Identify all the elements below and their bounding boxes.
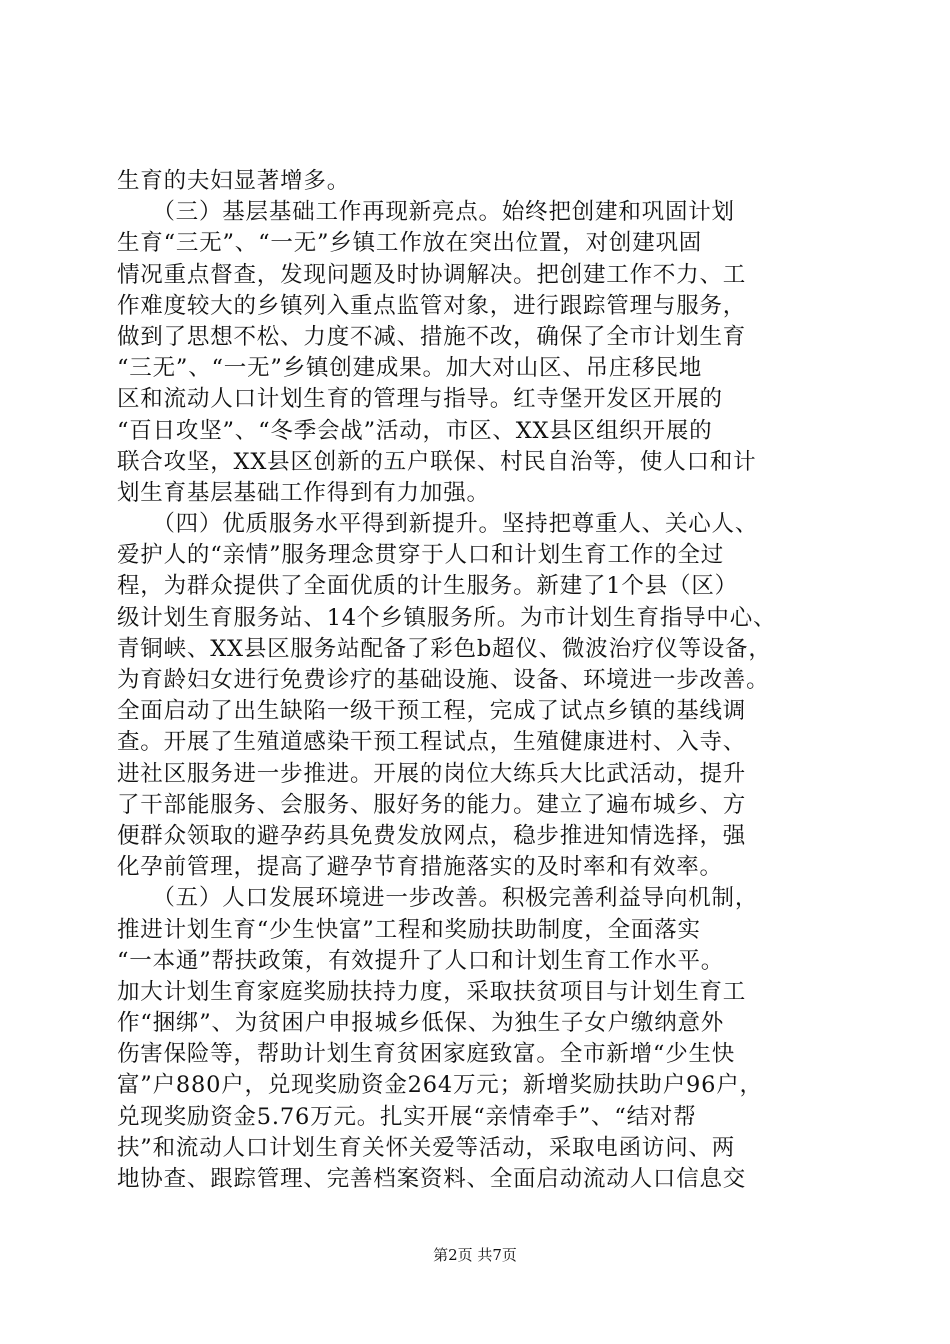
text-line: 生育“三无”、“一无”乡镇工作放在突出位置，对创建巩固 — [117, 230, 703, 257]
text-line: 化孕前管理，提高了避孕节育措施落实的及时率和有效率。 — [117, 854, 723, 881]
text-line: 青铜峡、XX县区服务站配备了彩色b超仪、微波治疗仪等设备， — [117, 635, 772, 662]
text-line: 进社区服务进一步推进。开展的岗位大练兵大比武活动，提升 — [117, 760, 747, 787]
text-line: 划生育基层基础工作得到有力加强。 — [117, 479, 490, 506]
text-line: 了干部能服务、会服务、服好务的能力。建立了遍布城乡、方 — [117, 791, 747, 818]
text-line: 伤害保险等，帮助计划生育贫困家庭致富。全市新增“少生快 — [117, 1041, 736, 1068]
text-line: 推进计划生育“少生快富”工程和奖励扶助制度，全面落实 — [117, 916, 701, 943]
text-line: （四）优质服务水平得到新提升。坚持把尊重人、关心人、 — [117, 511, 759, 538]
text-line: 做到了思想不松、力度不减、措施不改，确保了全市计划生育 — [117, 323, 747, 350]
text-line: 作难度较大的乡镇列入重点监管对象，进行跟踪管理与服务， — [117, 292, 747, 319]
text-line: 兑现奖励资金5.76万元。扎实开展“亲情牵手”、“结对帮 — [117, 1103, 697, 1130]
text-line: 全面启动了出生缺陷一级干预工程，完成了试点乡镇的基线调 — [117, 698, 747, 725]
text-line: 区和流动人口计划生育的管理与指导。红寺堡开发区开展的 — [117, 386, 723, 413]
text-line: 便群众领取的避孕药具免费发放网点，稳步推进知情选择，强 — [117, 822, 747, 849]
text-line: 生育的夫妇显著增多。 — [117, 168, 351, 194]
body-text — [117, 166, 837, 1195]
text-line: “三无”、“一无”乡镇创建成果。加大对山区、吊庄移民地 — [117, 355, 703, 382]
text-line: 扶”和流动人口计划生育关怀关爱等活动，采取电函访问、两 — [117, 1134, 736, 1161]
text-line: （三）基层基础工作再现新亮点。始终把创建和巩固计划 — [117, 199, 735, 226]
text-line: 程，为群众提供了全面优质的计生服务。新建了1个县（区） — [117, 573, 738, 600]
text-line: 情况重点督查，发现问题及时协调解决。把创建工作不力、工 — [117, 261, 747, 288]
text-line: 富”户880户，兑现奖励资金264万元；新增奖励扶助户96户， — [117, 1072, 763, 1099]
page-footer: 第2页 共7页 — [433, 1246, 517, 1264]
text-line: 地协查、跟踪管理、完善档案资料、全面启动流动人口信息交 — [117, 1166, 747, 1192]
text-line: 联合攻坚，XX县区创新的五户联保、村民自治等，使人口和计 — [117, 448, 757, 475]
text-line: （五）人口发展环境进一步改善。积极完善利益导向机制， — [117, 885, 759, 912]
text-line: 查。开展了生殖道感染干预工程试点，生殖健康进村、入寺、 — [117, 729, 747, 756]
text-line: “一本通”帮扶政策，有效提升了人口和计划生育工作水平。 — [117, 947, 725, 974]
text-line: 级计划生育服务站、14个乡镇服务所。为市计划生育指导中心、 — [117, 604, 777, 631]
text-line: 加大计划生育家庭奖励扶持力度，采取扶贫项目与计划生育工 — [117, 978, 747, 1005]
text-line: 爱护人的“亲情”服务理念贯穿于人口和计划生育工作的全过 — [117, 542, 725, 569]
text-line: 为育龄妇女进行免费诊疗的基础设施、设备、环境进一步改善。 — [117, 667, 770, 693]
text-line: 作“捆绑”、为贫困户申报城乡低保、为独生子女户缴纳意外 — [117, 1010, 725, 1037]
text-line: “百日攻坚”、“冬季会战”活动，市区、XX县区组织开展的 — [117, 417, 713, 444]
